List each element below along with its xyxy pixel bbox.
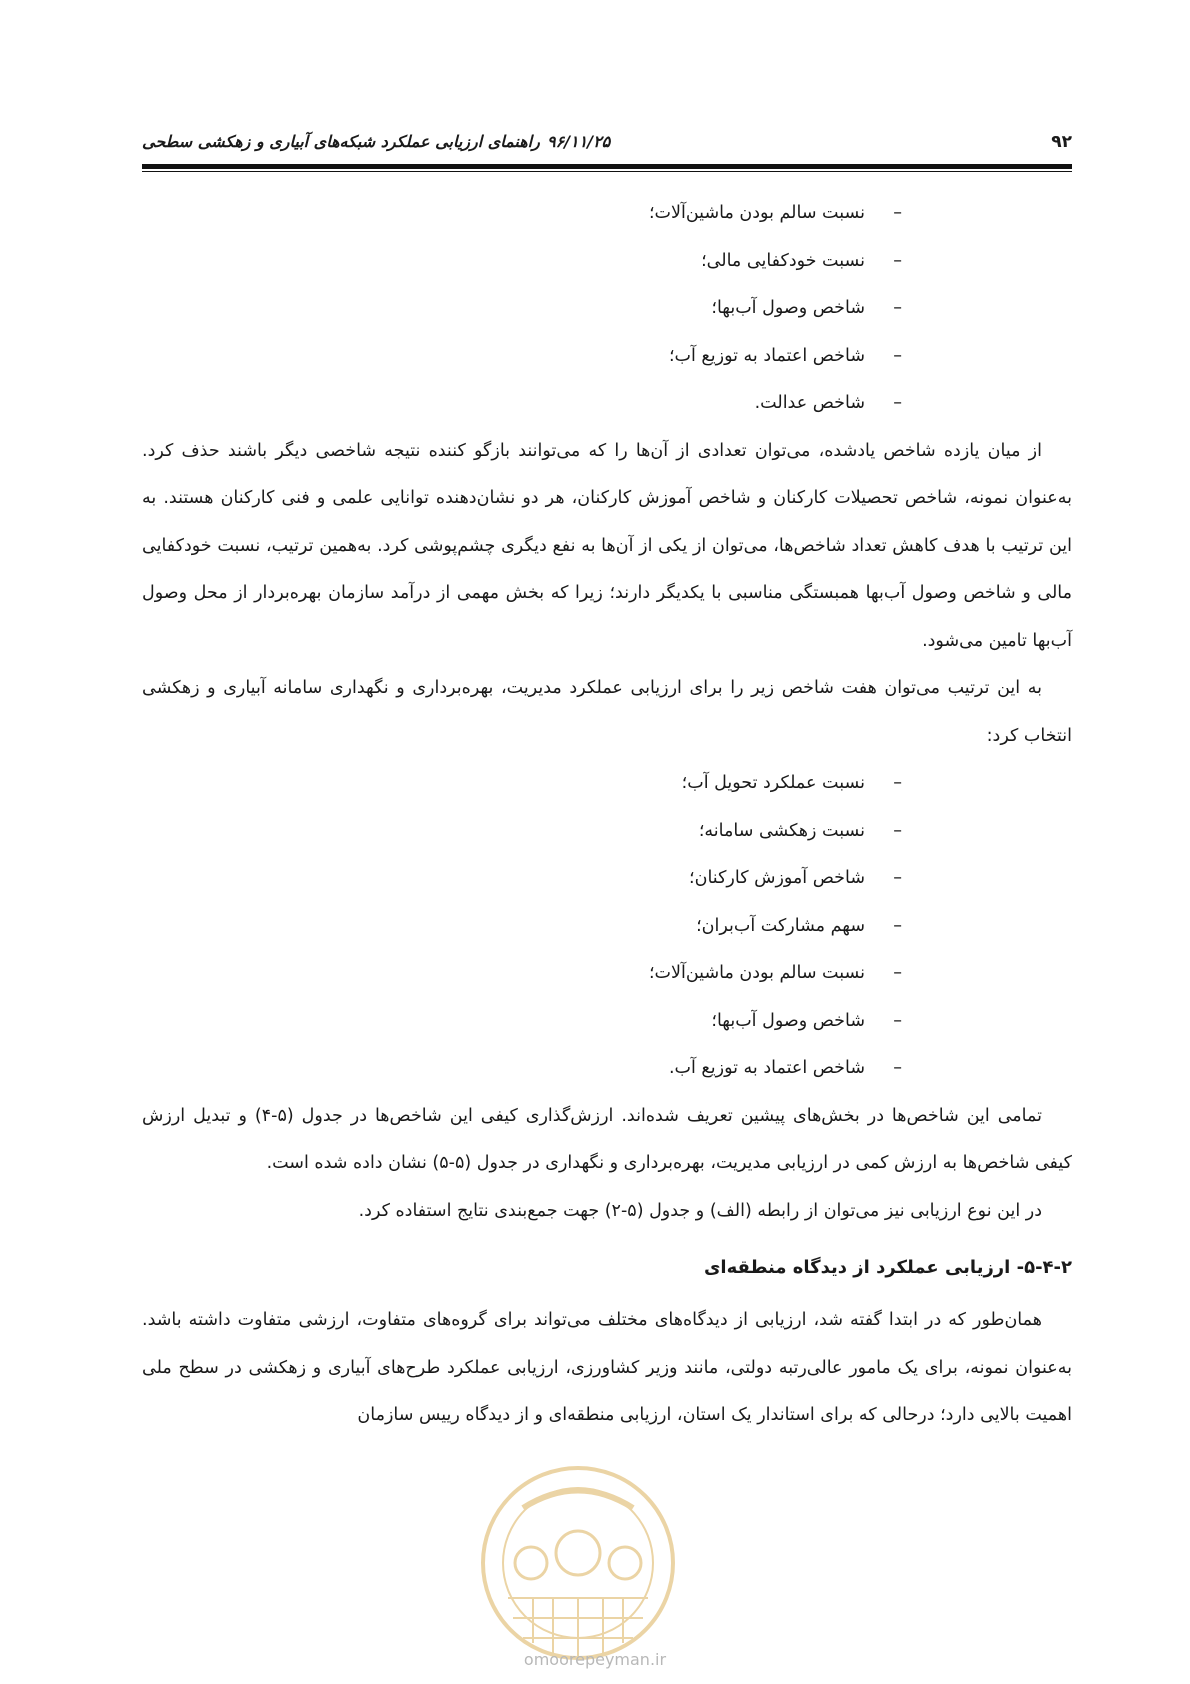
omoore-peyman-seal-icon <box>453 1448 703 1678</box>
list-item: – شاخص اعتماد به توزیع آب. <box>142 1045 902 1093</box>
header-date: ۹۶/۱۱/۲۵ <box>547 132 611 151</box>
paragraph: به این ترتیب می‌توان هفت شاخص زیر را برای ارزیابی عملکرد مدیریت، بهره‌برداری و نگهداری سامانه آبیاری و زهکشی انتخاب کرد: <box>142 678 1072 746</box>
watermark-site: omoorepeyman.ir <box>523 1650 667 1669</box>
list-item: – نسبت سالم بودن ماشین‌آلات؛ <box>142 190 902 238</box>
paragraph: تمامی این شاخص‌ها در بخش‌های پیشین تعریف شده‌اند. ارزش‌گذاری کیفی این شاخص‌ها در جدول (۵-۴) و تبدیل ارزش کیفی شاخص‌ها به ارزش کمی در ارزیابی مدیریت، بهره‌برداری و نگهداری در جدول (۵-۵) نشان داده شده است. <box>142 1105 1072 1173</box>
indicator-list-2 <box>142 760 1072 1093</box>
section-heading: ۵-۴-۲- ارزیابی عملکرد از دیدگاه منطقه‌ای <box>703 1257 1072 1278</box>
body-text <box>142 190 1072 1440</box>
running-header <box>142 128 1072 158</box>
list-item: – نسبت خودکفایی مالی؛ <box>142 238 902 286</box>
list-item: – شاخص آموزش کارکنان؛ <box>142 855 902 903</box>
paragraph: از میان یازده شاخص یادشده، می‌توان تعدادی از آن‌ها را که می‌توانند بازگو کننده نتیجه شاخصی دیگر باشند حذف کرد. به‌عنوان نمونه، شاخص تحصیلات کارکنان و شاخص آموزش کارکنان، هر دو نشان‌دهنده توانایی علمی و فنی کارکنان هستند. به این ترتیب با هدف کاهش تعداد شاخص‌ها، می‌توان از یکی از آن‌ها به نفع دیگری چشم‌پوشی کرد. به‌همین ترتیب، نسبت خودکفایی مالی و شاخص وصول آب‌بها همبستگی مناسبی با یکدیگر دارند؛ زیرا که بخش مهمی از درآمد سازمان بهره‌بردار از محل وصول آب‌بها تامین می‌شود. <box>142 440 1072 651</box>
list-item: – شاخص وصول آب‌بها؛ <box>142 998 902 1046</box>
paragraph: در این نوع ارزیابی نیز می‌توان از رابطه (الف) و جدول (۵-۲) جهت جمع‌بندی نتایج استفاده کرد. <box>358 1200 1042 1221</box>
list-item: – شاخص وصول آب‌بها؛ <box>142 285 902 333</box>
list-item: – نسبت زهکشی سامانه؛ <box>142 808 902 856</box>
header-rule-thin <box>142 171 1072 172</box>
page-number: ۹۲ <box>1051 132 1072 152</box>
list-item: – سهم مشارکت آب‌بران؛ <box>142 903 902 951</box>
list-item: – شاخص اعتماد به توزیع آب؛ <box>142 333 902 381</box>
indicator-list-1 <box>142 190 1072 428</box>
list-item: – نسبت عملکرد تحویل آب؛ <box>142 760 902 808</box>
header-title: راهنمای ارزیابی عملکرد شبکه‌های آبیاری و زهکشی سطحی <box>142 132 540 151</box>
list-item: – شاخص عدالت. <box>142 380 902 428</box>
header-rule <box>142 164 1072 169</box>
list-item: – نسبت سالم بودن ماشین‌آلات؛ <box>142 950 902 998</box>
paragraph: همان‌طور که در ابتدا گفته شد، ارزیابی از دیدگاه‌های مختلف می‌تواند برای گروه‌های متفاوت، ارزشی متفاوت داشته باشد. به‌عنوان نمونه، برای یک مامور عالی‌رتبه دولتی، مانند وزیر کشاورزی، ارزیابی عملکرد طرح‌های آبیاری و زهکشی در سطح ملی اهمیت بالایی دارد؛ درحالی که برای استاندار یک استان، ارزیابی منطقه‌ای و از دیدگاه رییس سازمان <box>142 1310 1072 1425</box>
